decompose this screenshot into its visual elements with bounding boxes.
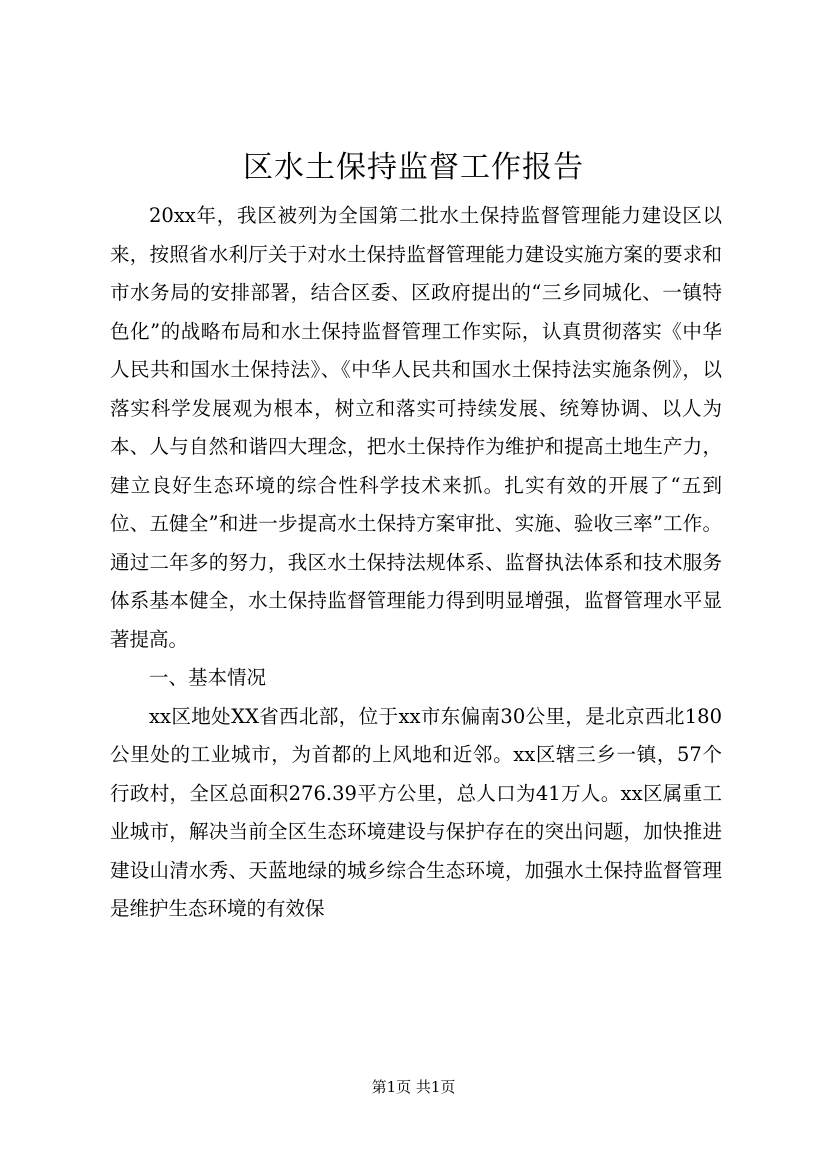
page-footer: 第1页 共1页 [371, 1078, 456, 1096]
paragraph-intro: 20xx年，我区被列为全国第二批水土保持监督管理能力建设区以来，按照省水利厅关于对水土保持监督管理能力建设实施方案的要求和市水务局的安排部署，结合区委、区政府提出的“三乡同城化、一镇特色化”的战略布局和水土保持监督管理工作实际，认真贯彻落实《中华人民共和国水土保持法》、《中华人民共和国水土保持法实施条例》，以落实科学发展观为根本，树立和落实可持续发展、统筹协调、以人为本、人与自然和谐四大理念，把水土保持作为维护和提高土地生产力，建立良好生态环境的综合性科学技术来抓。扎实有效的开展了“五到位、五健全”和进一步提高水土保持方案审批、实施、验收三率”工作。通过二年多的努力，我区水土保持法规体系、监督执法体系和技术服务体系基本健全，水土保持监督管理能力得到明显增强，监督管理水平显著提高。 [110, 204, 722, 651]
document-body [110, 197, 722, 929]
document-title: 区水土保持监督工作报告 [243, 150, 584, 185]
paragraph-basic-info: xx区地处XX省西北部，位于xx市东偏南30公里，是北京西北180公里处的工业城市，为首都的上风地和近邻。xx区辖三乡一镇，57个行政村，全区总面积276.39平方公里，总人口为41万人。xx区属重工业城市，解决当前全区生态环境建设与保护存在的突出问题，加快推进建设山清水秀、天蓝地绿的城乡综合生态环境，加强水土保持监督管理是维护生态环境的有效保 [110, 704, 722, 920]
section-heading-basic-info: 一、基本情况 [149, 666, 267, 689]
